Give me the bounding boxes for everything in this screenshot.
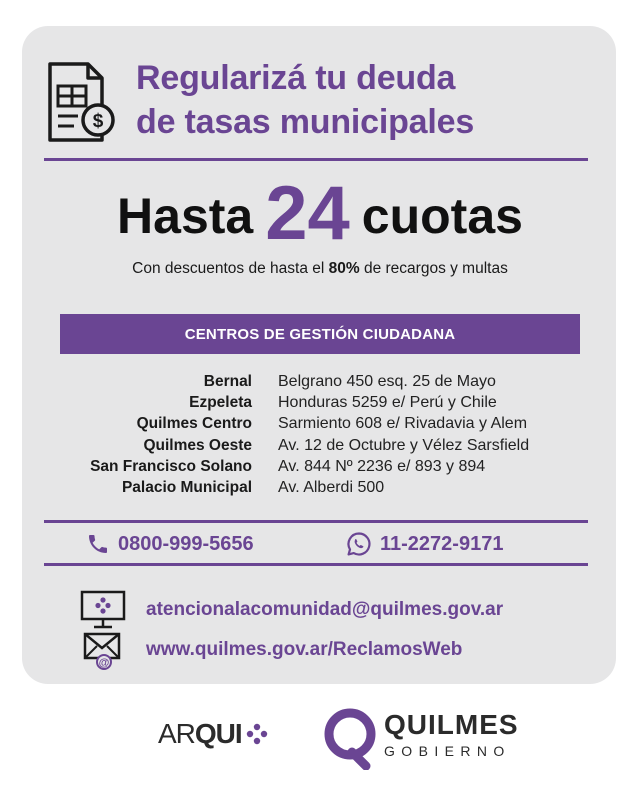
- center-address: Av. Alberdi 500: [278, 479, 385, 497]
- arqui-bold: QUI: [194, 718, 242, 749]
- center-name: Quilmes Oeste: [143, 436, 252, 454]
- email-link[interactable]: atencionalacomunidad@quilmes.gov.ar: [146, 599, 504, 620]
- section-title-band: CENTROS DE GESTIÓN CIUDADANA: [60, 314, 580, 354]
- list-item: [40, 477, 620, 498]
- centers-list: [40, 371, 620, 499]
- center-name: Ezpeleta: [189, 393, 252, 411]
- page-title: [136, 56, 606, 144]
- title-line-2: de tasas municipales: [136, 103, 475, 141]
- list-item: [40, 392, 620, 413]
- divider-top: [44, 158, 588, 161]
- subtitle-percent: 80%: [328, 260, 360, 277]
- mail-icon: [80, 630, 126, 670]
- headline-after: cuotas: [361, 188, 523, 244]
- divider-contact-top: [44, 520, 588, 523]
- subtitle-pre: Con descuentos de hasta el: [132, 260, 329, 277]
- whatsapp-contact[interactable]: [346, 530, 503, 558]
- list-item: [40, 456, 620, 477]
- arqui-logo: [158, 718, 269, 750]
- discount-subtitle: [0, 260, 640, 278]
- list-item: [40, 435, 620, 456]
- list-item: [40, 414, 620, 435]
- subtitle-post: de recargos y multas: [359, 260, 508, 277]
- center-address: Av. 844 Nº 2236 e/ 893 y 894: [278, 457, 486, 475]
- center-name: Bernal: [203, 372, 252, 390]
- list-item: [40, 371, 620, 392]
- quilmes-name: QUILMES: [384, 709, 519, 740]
- headline-before: Hasta: [117, 188, 254, 244]
- headline-number: 24: [265, 171, 350, 256]
- arqui-text: [158, 718, 242, 750]
- center-name: Quilmes Centro: [136, 415, 252, 433]
- phone-icon: [86, 532, 110, 556]
- web-link[interactable]: www.quilmes.gov.ar/ReclamosWeb: [146, 639, 463, 660]
- center-name: Palacio Municipal: [121, 479, 252, 497]
- phone-contact[interactable]: [86, 530, 254, 558]
- quilmes-logo-text: [384, 710, 519, 760]
- center-address: Av. 12 de Octubre y Vélez Sarsfield: [278, 436, 530, 454]
- center-address: Honduras 5259 e/ Perú y Chile: [278, 393, 497, 411]
- svg-text:@: @: [98, 657, 110, 669]
- center-address: Sarmiento 608 e/ Rivadavia y Alem: [278, 415, 528, 433]
- whatsapp-icon: [346, 531, 372, 557]
- quilmes-q-logo-icon: [322, 706, 382, 770]
- center-address: Belgrano 450 esq. 25 de Mayo: [278, 372, 496, 390]
- arqui-dots-icon: [245, 722, 269, 746]
- installments-headline: [0, 171, 640, 256]
- center-name: San Francisco Solano: [90, 457, 252, 475]
- quilmes-sub: GOBIERNO: [384, 743, 511, 759]
- phone-number: 0800-999-5656: [118, 532, 254, 555]
- web-contact[interactable]: [80, 630, 462, 670]
- computer-icon: [80, 590, 126, 630]
- arqui-light: AR: [158, 718, 195, 749]
- title-line-1: Regularizá tu deuda: [136, 59, 456, 97]
- whatsapp-number: 11-2272-9171: [380, 532, 504, 555]
- svg-text:$: $: [92, 111, 104, 132]
- tax-document-icon: [44, 60, 120, 146]
- email-contact[interactable]: [80, 590, 503, 630]
- divider-contact-bottom: [44, 563, 588, 566]
